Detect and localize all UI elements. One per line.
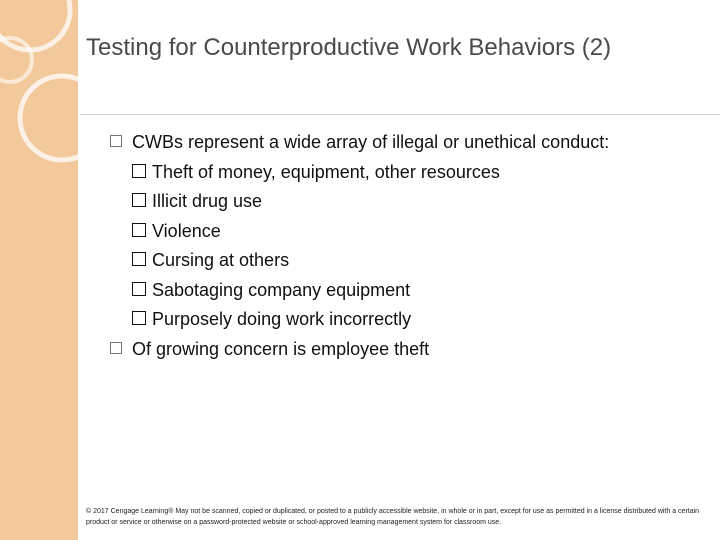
- bullet-item: [110, 335, 429, 363]
- square-bullet-icon: [132, 193, 146, 207]
- decorative-circles: [0, 0, 78, 540]
- square-bullet-icon: [110, 342, 122, 354]
- sub-bullet-item: [132, 246, 289, 274]
- bullet-text: Sabotaging company equipment: [152, 280, 411, 300]
- bullet-text: CWBs represent a wide array of illegal or unethical conduct:: [132, 132, 610, 152]
- bullet-text: Of growing concern is employee theft: [132, 339, 430, 359]
- bullet-text: Cursing at others: [152, 250, 290, 270]
- sub-bullet-item: [132, 158, 500, 186]
- square-bullet-icon: [110, 135, 122, 147]
- decorative-side-strip: [0, 0, 78, 540]
- square-bullet-icon: [132, 252, 146, 266]
- square-bullet-icon: [132, 164, 146, 178]
- bullet-text: Violence: [152, 221, 221, 241]
- copyright-footer: © 2017 Cengage Learning® May not be scanned, copied or duplicated, or posted to a publicly accessible website, in whole or in part, except for use as permitted in a license distributed with a certain product or service or otherwise on a password-protected website or school-approved learning management system for classroom use.: [86, 508, 700, 526]
- sub-bullet-item: [132, 217, 221, 245]
- title-divider: [80, 114, 720, 115]
- sub-bullet-item: [132, 187, 262, 215]
- square-bullet-icon: [132, 282, 146, 296]
- slide-title: Testing for Counterproductive Work Behaviors (2): [86, 34, 612, 61]
- square-bullet-icon: [132, 223, 146, 237]
- sub-bullet-item: [132, 276, 410, 304]
- sub-bullet-item: [132, 305, 411, 333]
- square-bullet-icon: [132, 311, 146, 325]
- bullet-item: [110, 128, 609, 156]
- bullet-text: Purposely doing work incorrectly: [152, 309, 412, 329]
- bullet-text: Theft of money, equipment, other resources: [152, 162, 500, 182]
- bullet-text: Illicit drug use: [152, 191, 263, 211]
